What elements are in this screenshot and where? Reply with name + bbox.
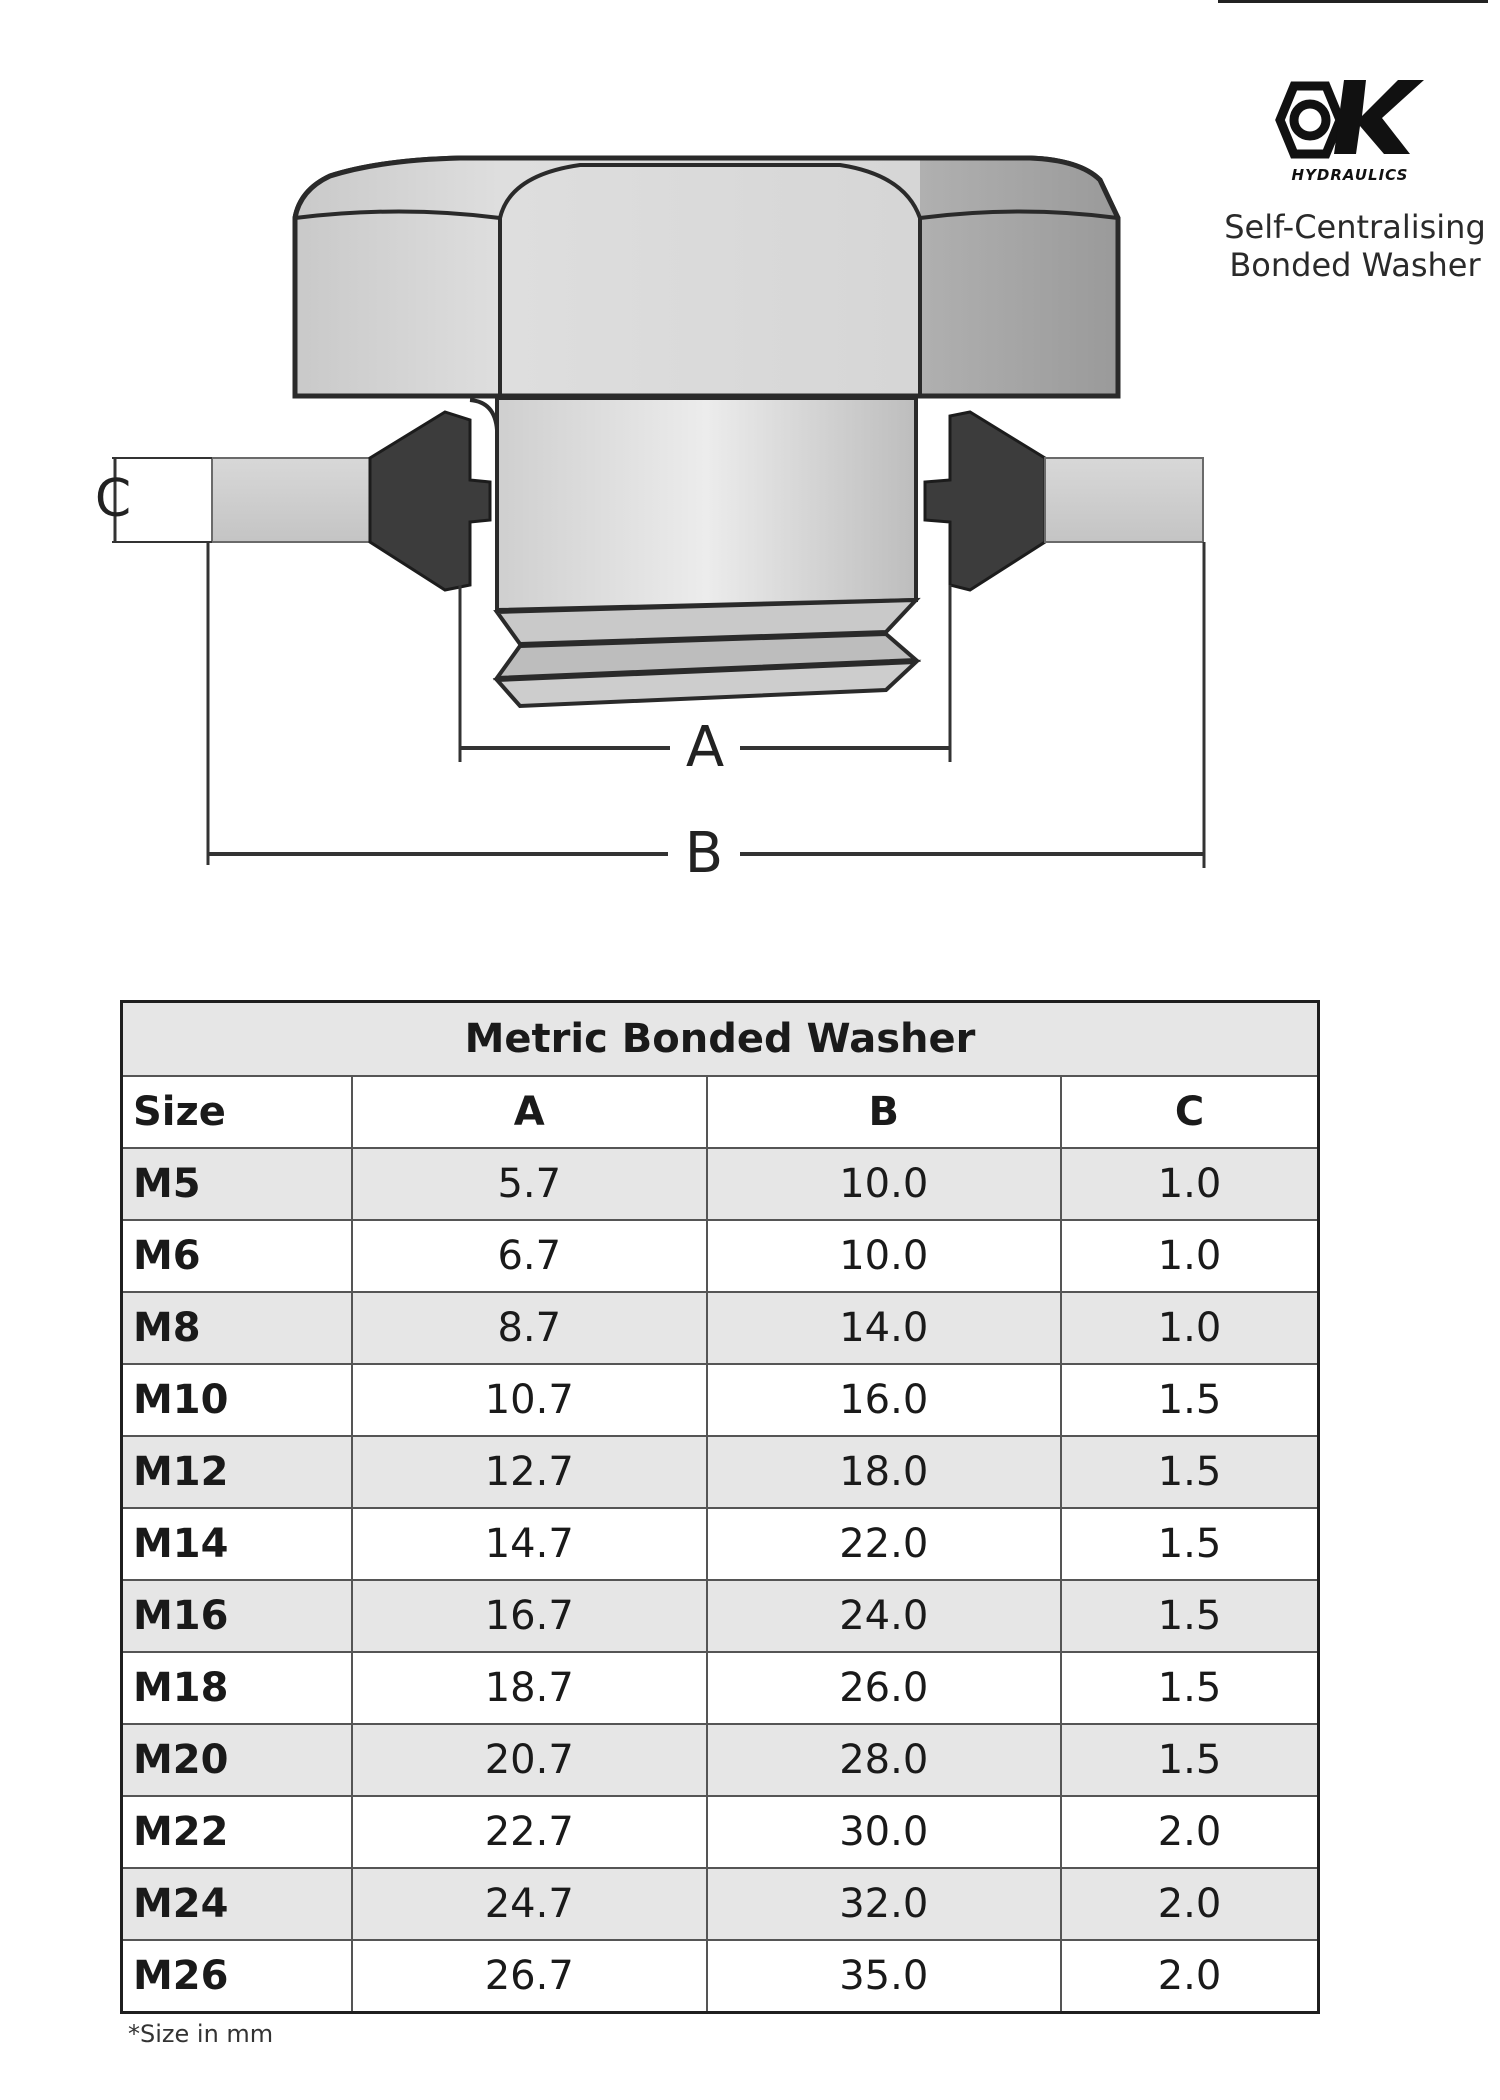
footnote: *Size in mm: [128, 2020, 274, 2048]
a-cell: 18.7: [352, 1652, 707, 1724]
size-cell: M14: [122, 1508, 353, 1580]
washer-plate-left: [212, 458, 370, 542]
b-cell: 14.0: [707, 1292, 1062, 1364]
table-row: [122, 1436, 1319, 1508]
dimension-c-label: C: [94, 469, 132, 529]
table-row: [122, 1508, 1319, 1580]
a-cell: 24.7: [352, 1868, 707, 1940]
table-body: [122, 1148, 1319, 2013]
size-cell: M24: [122, 1868, 353, 1940]
table-row: [122, 1724, 1319, 1796]
seal-right: [925, 412, 1045, 590]
c-cell: 1.0: [1061, 1220, 1319, 1292]
b-cell: 24.0: [707, 1580, 1062, 1652]
table-row: [122, 1148, 1319, 1220]
bolt-head: [295, 158, 1118, 396]
dimension-c: [95, 458, 212, 542]
header-a: A: [352, 1076, 707, 1148]
size-cell: M8: [122, 1292, 353, 1364]
b-cell: 26.0: [707, 1652, 1062, 1724]
c-cell: 1.0: [1061, 1148, 1319, 1220]
c-cell: 1.5: [1061, 1652, 1319, 1724]
c-cell: 1.5: [1061, 1364, 1319, 1436]
b-cell: 35.0: [707, 1940, 1062, 2013]
a-cell: 5.7: [352, 1148, 707, 1220]
size-cell: M12: [122, 1436, 353, 1508]
b-cell: 10.0: [707, 1220, 1062, 1292]
logo-subtitle-line1: Self-Centralising: [1224, 208, 1486, 246]
c-cell: 1.5: [1061, 1724, 1319, 1796]
size-cell: M6: [122, 1220, 353, 1292]
size-cell: M16: [122, 1580, 353, 1652]
seal-left: [370, 412, 490, 590]
c-cell: 2.0: [1061, 1940, 1319, 2013]
table-row: [122, 1220, 1319, 1292]
b-cell: 28.0: [707, 1724, 1062, 1796]
c-cell: 1.0: [1061, 1292, 1319, 1364]
c-cell: 2.0: [1061, 1796, 1319, 1868]
b-cell: 10.0: [707, 1148, 1062, 1220]
size-cell: M26: [122, 1940, 353, 2013]
logo-wordmark: HYDRAULICS: [1291, 166, 1409, 184]
metric-bonded-washer-table: [120, 1000, 1320, 2014]
table-row: [122, 1652, 1319, 1724]
a-cell: 20.7: [352, 1724, 707, 1796]
bolt-thread: [497, 600, 916, 706]
washer-plate-right: [1045, 458, 1203, 542]
size-cell: M5: [122, 1148, 353, 1220]
size-cell: M10: [122, 1364, 353, 1436]
b-cell: 18.0: [707, 1436, 1062, 1508]
table-row: [122, 1364, 1319, 1436]
size-cell: M18: [122, 1652, 353, 1724]
a-cell: 8.7: [352, 1292, 707, 1364]
c-cell: 1.5: [1061, 1580, 1319, 1652]
table-row: [122, 1796, 1319, 1868]
logo-subtitle-line2: Bonded Washer: [1229, 246, 1481, 284]
header-c: C: [1061, 1076, 1319, 1148]
table-title: Metric Bonded Washer: [122, 1002, 1319, 1077]
dimension-a-label: A: [685, 715, 725, 780]
b-cell: 32.0: [707, 1868, 1062, 1940]
a-cell: 26.7: [352, 1940, 707, 2013]
table-row: [122, 1580, 1319, 1652]
table-row: [122, 1868, 1319, 1940]
a-cell: 22.7: [352, 1796, 707, 1868]
a-cell: 14.7: [352, 1508, 707, 1580]
a-cell: 6.7: [352, 1220, 707, 1292]
c-cell: 1.5: [1061, 1436, 1319, 1508]
table-row: [122, 1292, 1319, 1364]
b-cell: 22.0: [707, 1508, 1062, 1580]
size-cell: M22: [122, 1796, 353, 1868]
c-cell: 2.0: [1061, 1868, 1319, 1940]
bolt-shank: [497, 398, 916, 610]
size-cell: M20: [122, 1724, 353, 1796]
b-cell: 30.0: [707, 1796, 1062, 1868]
b-cell: 16.0: [707, 1364, 1062, 1436]
washer-diagram: [0, 0, 1500, 900]
a-cell: 12.7: [352, 1436, 707, 1508]
a-cell: 10.7: [352, 1364, 707, 1436]
table-row: [122, 1940, 1319, 2013]
header-size: Size: [122, 1076, 353, 1148]
a-cell: 16.7: [352, 1580, 707, 1652]
dimension-b-label: B: [684, 821, 724, 886]
header-b: B: [707, 1076, 1062, 1148]
c-cell: 1.5: [1061, 1508, 1319, 1580]
